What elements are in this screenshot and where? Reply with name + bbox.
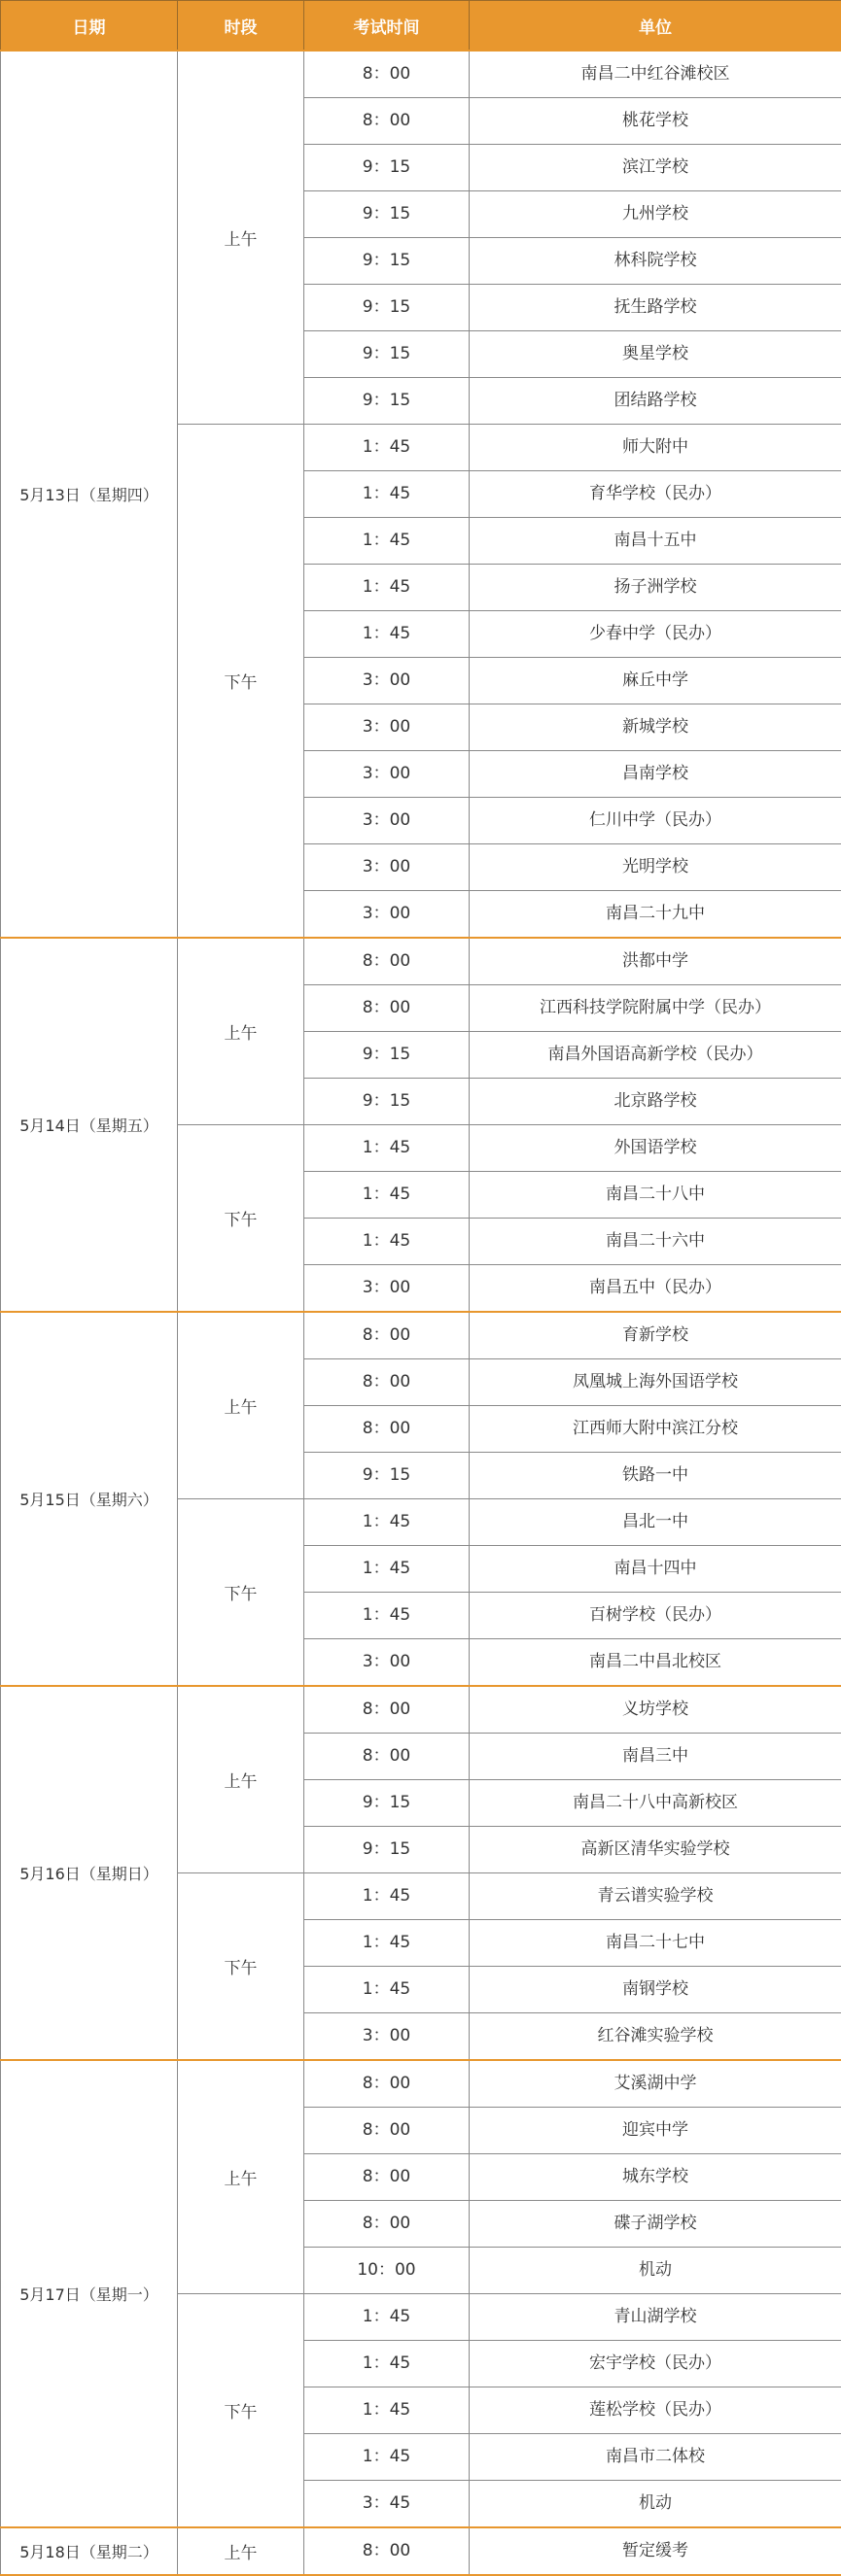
unit-cell: 南昌五中（民办）	[470, 1265, 841, 1313]
time-cell: 8：00	[304, 2108, 470, 2154]
time-cell: 3：45	[304, 2481, 470, 2528]
time-cell: 8：00	[304, 1406, 470, 1453]
period-cell: 下午	[178, 1499, 304, 1687]
unit-cell: 麻丘中学	[470, 658, 841, 704]
time-cell: 8：00	[304, 1734, 470, 1780]
time-cell: 3：00	[304, 1639, 470, 1687]
unit-cell: 宏宇学校（民办）	[470, 2341, 841, 2387]
unit-cell: 南昌二中红谷滩校区	[470, 51, 841, 98]
date-cell: 5月14日（星期五）	[1, 938, 178, 1312]
time-cell: 8：00	[304, 1359, 470, 1406]
unit-cell: 北京路学校	[470, 1079, 841, 1125]
unit-cell: 铁路一中	[470, 1453, 841, 1499]
time-cell: 9：15	[304, 238, 470, 285]
time-cell: 1：45	[304, 1172, 470, 1219]
time-cell: 8：00	[304, 1686, 470, 1734]
time-cell: 1：45	[304, 1967, 470, 2013]
period-cell: 上午	[178, 2060, 304, 2294]
unit-cell: 江西师大附中滨江分校	[470, 1406, 841, 1453]
time-cell: 8：00	[304, 1312, 470, 1359]
time-cell: 8：00	[304, 2060, 470, 2108]
time-cell: 1：45	[304, 1546, 470, 1593]
time-cell: 8：00	[304, 2527, 470, 2575]
unit-cell: 百树学校（民办）	[470, 1593, 841, 1639]
time-cell: 8：00	[304, 985, 470, 1032]
period-cell: 上午	[178, 2527, 304, 2575]
unit-cell: 南昌二十八中高新校区	[470, 1780, 841, 1827]
date-cell: 5月15日（星期六）	[1, 1312, 178, 1686]
unit-cell: 洪都中学	[470, 938, 841, 985]
time-cell: 1：45	[304, 1873, 470, 1920]
table-header-row	[1, 1, 841, 52]
time-cell: 8：00	[304, 938, 470, 985]
unit-cell: 青山湖学校	[470, 2294, 841, 2341]
time-cell: 1：45	[304, 2387, 470, 2434]
unit-cell: 育新学校	[470, 1312, 841, 1359]
time-cell: 8：00	[304, 51, 470, 98]
time-cell: 9：15	[304, 1453, 470, 1499]
time-cell: 1：45	[304, 518, 470, 565]
unit-cell: 南昌市二体校	[470, 2434, 841, 2481]
time-cell: 1：45	[304, 2434, 470, 2481]
date-cell: 5月13日（星期四）	[1, 51, 178, 938]
date-cell: 5月16日（星期日）	[1, 1686, 178, 2060]
unit-cell: 碟子湖学校	[470, 2201, 841, 2248]
period-cell: 下午	[178, 1125, 304, 1313]
time-cell: 9：15	[304, 145, 470, 191]
table-row	[1, 1312, 841, 1359]
unit-cell: 九州学校	[470, 191, 841, 238]
unit-cell: 南昌二中昌北校区	[470, 1639, 841, 1687]
time-cell: 1：45	[304, 1219, 470, 1265]
unit-cell: 桃花学校	[470, 98, 841, 145]
unit-cell: 迎宾中学	[470, 2108, 841, 2154]
date-cell: 5月18日（星期二）	[1, 2527, 178, 2575]
time-cell: 9：15	[304, 331, 470, 378]
unit-cell: 义坊学校	[470, 1686, 841, 1734]
time-cell: 8：00	[304, 2201, 470, 2248]
time-cell: 1：45	[304, 471, 470, 518]
time-cell: 9：15	[304, 1780, 470, 1827]
unit-cell: 昌北一中	[470, 1499, 841, 1546]
unit-cell: 南昌十四中	[470, 1546, 841, 1593]
period-cell: 上午	[178, 1686, 304, 1873]
unit-cell: 江西科技学院附属中学（民办）	[470, 985, 841, 1032]
unit-cell: 团结路学校	[470, 378, 841, 425]
time-cell: 3：00	[304, 704, 470, 751]
unit-cell: 莲松学校（民办）	[470, 2387, 841, 2434]
unit-cell: 外国语学校	[470, 1125, 841, 1172]
time-cell: 1：45	[304, 2341, 470, 2387]
time-cell: 3：00	[304, 658, 470, 704]
time-cell: 1：45	[304, 425, 470, 471]
time-cell: 10：00	[304, 2248, 470, 2294]
period-cell: 上午	[178, 938, 304, 1125]
unit-cell: 奥星学校	[470, 331, 841, 378]
unit-cell: 南昌二十七中	[470, 1920, 841, 1967]
unit-cell: 暂定缓考	[470, 2527, 841, 2575]
unit-cell: 林科院学校	[470, 238, 841, 285]
time-cell: 9：15	[304, 1079, 470, 1125]
unit-cell: 仁川中学（民办）	[470, 798, 841, 844]
unit-cell: 南昌二十八中	[470, 1172, 841, 1219]
table-row	[1, 938, 841, 985]
period-cell: 上午	[178, 1312, 304, 1499]
period-cell: 下午	[178, 2294, 304, 2528]
unit-cell: 师大附中	[470, 425, 841, 471]
unit-cell: 扬子洲学校	[470, 565, 841, 611]
time-cell: 3：00	[304, 2013, 470, 2061]
unit-cell: 滨江学校	[470, 145, 841, 191]
time-cell: 9：15	[304, 1827, 470, 1873]
unit-cell: 少春中学（民办）	[470, 611, 841, 658]
unit-cell: 艾溪湖中学	[470, 2060, 841, 2108]
time-cell: 1：45	[304, 565, 470, 611]
time-cell: 3：00	[304, 891, 470, 939]
header-unit: 单位	[470, 1, 841, 52]
time-cell: 1：45	[304, 611, 470, 658]
table-row	[1, 2527, 841, 2575]
time-cell: 1：45	[304, 2294, 470, 2341]
unit-cell: 城东学校	[470, 2154, 841, 2201]
time-cell: 9：15	[304, 1032, 470, 1079]
table-body	[1, 51, 841, 2575]
time-cell: 8：00	[304, 98, 470, 145]
time-cell: 1：45	[304, 1593, 470, 1639]
date-cell: 5月17日（星期一）	[1, 2060, 178, 2527]
period-cell: 上午	[178, 51, 304, 425]
time-cell: 3：00	[304, 844, 470, 891]
table-row	[1, 51, 841, 98]
unit-cell: 新城学校	[470, 704, 841, 751]
table-row	[1, 1686, 841, 1734]
period-cell: 下午	[178, 1873, 304, 2061]
unit-cell: 红谷滩实验学校	[470, 2013, 841, 2061]
period-cell: 下午	[178, 425, 304, 939]
time-cell: 1：45	[304, 1920, 470, 1967]
time-cell: 1：45	[304, 1499, 470, 1546]
unit-cell: 南昌十五中	[470, 518, 841, 565]
unit-cell: 抚生路学校	[470, 285, 841, 331]
unit-cell: 育华学校（民办）	[470, 471, 841, 518]
unit-cell: 昌南学校	[470, 751, 841, 798]
unit-cell: 光明学校	[470, 844, 841, 891]
table-row	[1, 2060, 841, 2108]
unit-cell: 南钢学校	[470, 1967, 841, 2013]
header-time: 考试时间	[304, 1, 470, 52]
unit-cell: 南昌三中	[470, 1734, 841, 1780]
time-cell: 9：15	[304, 378, 470, 425]
unit-cell: 青云谱实验学校	[470, 1873, 841, 1920]
time-cell: 3：00	[304, 798, 470, 844]
unit-cell: 南昌外国语高新学校（民办）	[470, 1032, 841, 1079]
header-period: 时段	[178, 1, 304, 52]
time-cell: 1：45	[304, 1125, 470, 1172]
unit-cell: 机动	[470, 2481, 841, 2528]
unit-cell: 机动	[470, 2248, 841, 2294]
unit-cell: 凤凰城上海外国语学校	[470, 1359, 841, 1406]
time-cell: 3：00	[304, 1265, 470, 1313]
time-cell: 8：00	[304, 2154, 470, 2201]
header-date: 日期	[1, 1, 178, 52]
unit-cell: 南昌二十六中	[470, 1219, 841, 1265]
time-cell: 9：15	[304, 191, 470, 238]
time-cell: 9：15	[304, 285, 470, 331]
unit-cell: 南昌二十九中	[470, 891, 841, 939]
unit-cell: 高新区清华实验学校	[470, 1827, 841, 1873]
time-cell: 3：00	[304, 751, 470, 798]
